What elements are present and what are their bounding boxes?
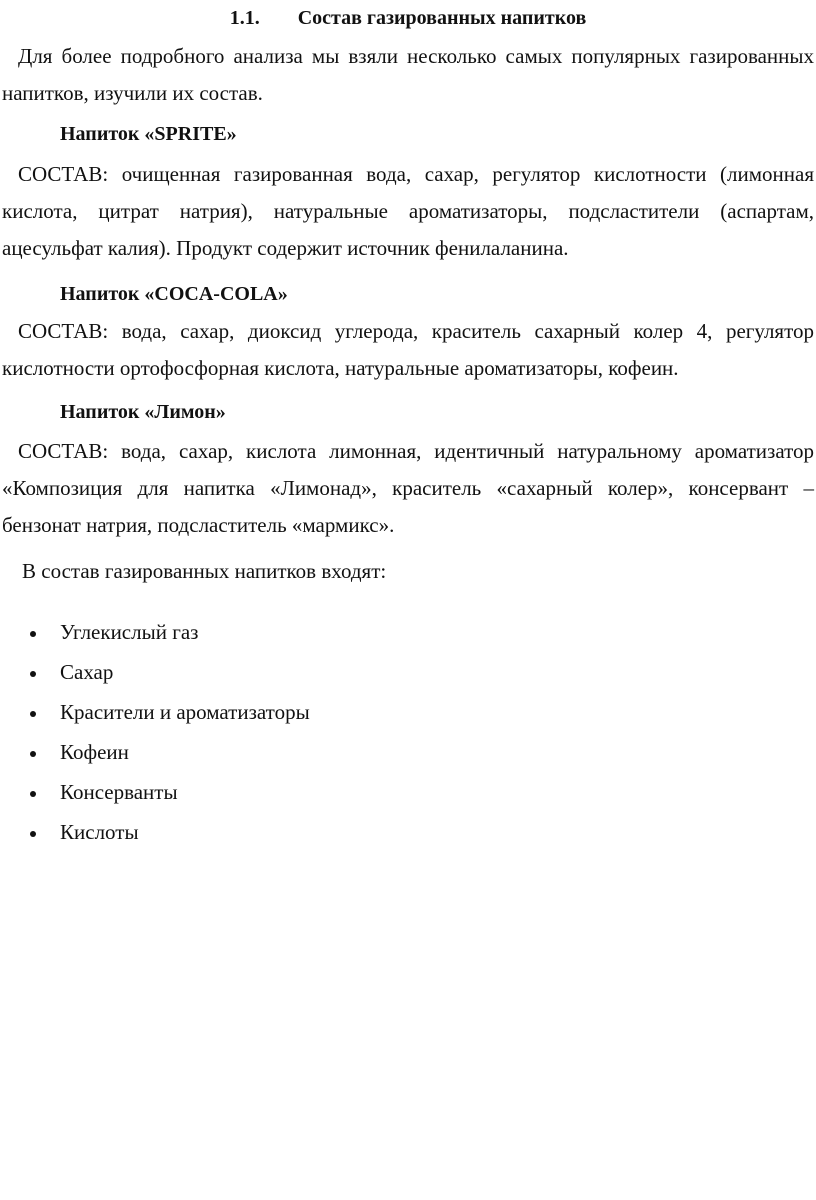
bullet-icon — [30, 711, 36, 717]
summary-line: В состав газированных напитков входят: — [22, 559, 387, 583]
list-item-label: Сахар — [60, 660, 114, 684]
bullet-icon — [30, 751, 36, 757]
section-number: 1.1. — [229, 7, 260, 29]
bullet-icon — [30, 671, 36, 677]
section-title: Состав газированных напитков — [297, 7, 587, 29]
list-item — [0, 612, 310, 652]
list-item-label: Углекислый газ — [60, 620, 199, 644]
list-item — [0, 812, 310, 852]
list-item — [0, 652, 310, 692]
bullet-icon — [30, 831, 36, 837]
list-item — [0, 772, 310, 812]
list-item-label: Красители и ароматизаторы — [60, 700, 310, 724]
bullet-icon — [30, 631, 36, 637]
list-item-label: Консерванты — [60, 780, 178, 804]
list-item-label: Кофеин — [60, 740, 129, 764]
drink-composition-lemon: СОСТАВ: вода, сахар, кислота лимонная, идентичный натуральному ароматизатор «Композиция для напитка «Лимонад», краситель «сахарный колер», консервант – бензонат натрия, подсластитель «мармикс». — [2, 439, 814, 537]
bullet-icon — [30, 791, 36, 797]
ingredient-list — [0, 612, 310, 852]
list-item — [0, 732, 310, 772]
list-item-label: Кислоты — [60, 820, 139, 844]
drink-composition-sprite: СОСТАВ: очищенная газированная вода, сахар, регулятор кислотности (лимонная кислота, цитрат натрия), натуральные ароматизаторы, подсластители (аспартам, ацесульфат калия). Продукт содержит источник фенилаланина. — [2, 162, 814, 260]
drink-composition-cocacola: СОСТАВ: вода, сахар, диоксид углерода, краситель сахарный колер 4, регулятор кислотности ортофосфорная кислота, натуральные ароматизаторы, кофеин. — [2, 319, 814, 380]
drink-heading-lemon: Напиток «Лимон» — [60, 401, 226, 423]
drink-heading-sprite: Напиток «SPRITE» — [60, 123, 237, 145]
section-heading — [0, 6, 816, 30]
list-item — [0, 692, 310, 732]
intro-paragraph: Для более подробного анализа мы взяли несколько самых популярных газированных напитков, изучили их состав. — [2, 44, 814, 105]
drink-heading-cocacola: Напиток «COCA-COLA» — [60, 283, 288, 305]
